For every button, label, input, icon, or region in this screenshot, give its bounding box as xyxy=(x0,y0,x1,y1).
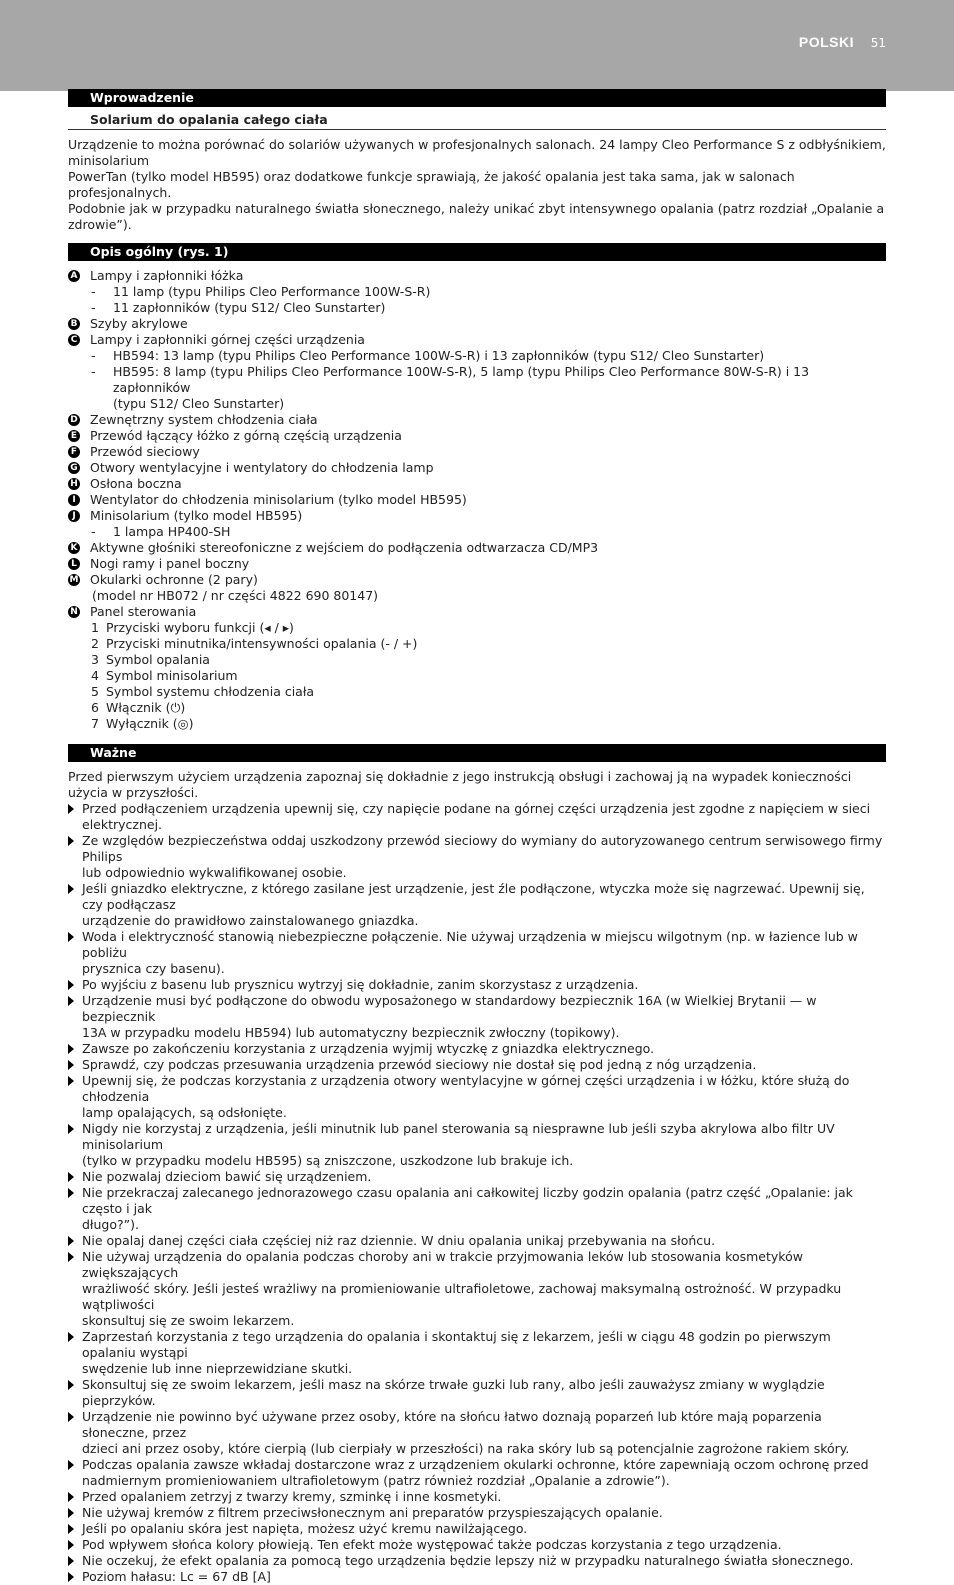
bullet-arrow-icon xyxy=(68,884,74,894)
warning-bullet-line: Przed opalaniem zetrzyj z twarzy kremy, szminkę i inne kosmetyki. xyxy=(82,1489,502,1504)
overview-item-label: Minisolarium (tylko model HB595) xyxy=(90,508,303,523)
letter-marker-icon: K xyxy=(68,542,80,554)
overview-subitem-label: 11 zapłonników (typu S12/ Cleo Sunstarter) xyxy=(113,300,386,315)
bullet-arrow-icon xyxy=(68,1044,74,1054)
warning-bullet-line: Zawsze po zakończeniu korzystania z urządzenia wyjmij wtyczkę z gniazdka elektrycznego. xyxy=(82,1041,655,1056)
control-panel-item-label: Włącznik (⏻) xyxy=(106,700,186,715)
warning-bullet-line: Jeśli gniazdko elektryczne, z którego zasilane jest urządzenie, jest źle podłączone, wtyczka może się nagrzewać. Upewnij się, czy podłączasz xyxy=(82,881,865,912)
control-panel-item xyxy=(68,700,886,716)
warning-bullet xyxy=(68,1073,886,1121)
warning-bullet-line: Podczas opalania zawsze wkładaj dostarczone wraz z urządzeniem okularki ochronne, które zapewniają oczom ochronę przed xyxy=(82,1457,869,1472)
warning-bullet-line: Przed podłączeniem urządzenia upewnij się, czy napięcie podane na górnej części urządzenia jest zgodne z napięciem w sieci elektrycznej. xyxy=(82,801,871,832)
warning-bullet xyxy=(68,1409,886,1457)
overview-item-continuation: (model nr HB072 / nr części 4822 690 80147) xyxy=(92,588,379,603)
letter-marker-icon: D xyxy=(68,414,80,426)
bullet-arrow-icon xyxy=(68,996,74,1006)
warning-bullet xyxy=(68,801,886,833)
bullet-arrow-icon xyxy=(68,1380,74,1390)
warning-bullet xyxy=(68,977,886,993)
overview-subitem xyxy=(68,524,886,540)
letter-marker-icon: G xyxy=(68,462,80,474)
warning-bullet-line: Zaprzestań korzystania z tego urządzenia do opalania i skontaktuj się z lekarzem, jeśli w ciągu 48 godzin po pierwszym opalaniu wystąpi xyxy=(82,1329,831,1360)
bullet-arrow-icon xyxy=(68,1412,74,1422)
bullet-arrow-icon xyxy=(68,1124,74,1134)
warning-bullet xyxy=(68,1569,886,1585)
intro-paragraph xyxy=(68,137,886,233)
warning-bullet-line: Nie używaj urządzenia do opalania podczas choroby ani w trakcie przyjmowania leków lub stosowania kosmetyków zwiększających xyxy=(82,1249,803,1280)
letter-marker-icon: B xyxy=(68,318,80,330)
overview-item-label: Zewnętrzny system chłodzenia ciała xyxy=(90,412,318,427)
overview-item-label: Okularki ochronne (2 pary) xyxy=(90,572,258,587)
letter-marker-icon: N xyxy=(68,606,80,618)
letter-marker-icon: J xyxy=(68,510,80,522)
warning-bullet xyxy=(68,1121,886,1169)
control-panel-item xyxy=(68,652,886,668)
letter-marker-icon: A xyxy=(68,270,80,282)
warning-bullet xyxy=(68,1041,886,1057)
control-panel-item-number: 3 xyxy=(91,652,99,667)
warning-bullet xyxy=(68,1521,886,1537)
bullet-arrow-icon xyxy=(68,1332,74,1342)
control-panel-item-number: 5 xyxy=(91,684,99,699)
control-panel-item-label: Symbol opalania xyxy=(106,652,210,667)
bullet-arrow-icon xyxy=(68,1508,74,1518)
letter-marker-icon: L xyxy=(68,558,80,570)
overview-item xyxy=(68,508,886,524)
control-panel-item xyxy=(68,636,886,652)
overview-subitem-label: 1 lampa HP400-SH xyxy=(113,524,231,539)
important-intro: Przed pierwszym użyciem urządzenia zapoznaj się dokładnie z jego instrukcją obsługi i zachowaj ją na wypadek konieczności użycia w przyszłości. xyxy=(68,769,852,800)
bullet-arrow-icon xyxy=(68,932,74,942)
control-panel-item-number: 4 xyxy=(91,668,99,683)
warning-bullet xyxy=(68,1329,886,1377)
overview-item xyxy=(68,444,886,460)
intro-line: PowerTan (tylko model HB595) oraz dodatkowe funkcje sprawiają, że jakość opalania jest taka sama, jak w salonach profesjonalnych. xyxy=(68,169,795,200)
warning-bullet xyxy=(68,1489,886,1505)
overview-item-label: Osłona boczna xyxy=(90,476,182,491)
warning-bullet-line: Pod wpływem słońca kolory płowieją. Ten efekt może występować także podczas korzystania z tego urządzenia. xyxy=(82,1537,782,1552)
warning-bullet-line: urządzenie do prawidłowo zainstalowanego gniazdka. xyxy=(82,913,419,928)
bullet-arrow-icon xyxy=(68,1252,74,1262)
bullet-arrow-icon xyxy=(68,804,74,814)
warning-bullet xyxy=(68,881,886,929)
warning-bullet xyxy=(68,929,886,977)
overview-item xyxy=(68,492,886,508)
overview-subitem-label: HB595: 8 lamp (typu Philips Cleo Performance 100W-S-R), 5 lamp (typu Philips Cleo Performance 80W-S-R) i 13 zapłonników xyxy=(113,364,810,395)
overview-subitem-continuation: (typu S12/ Cleo Sunstarter) xyxy=(113,396,285,411)
control-panel-item-number: 6 xyxy=(91,700,99,715)
overview-item xyxy=(68,316,886,332)
warning-bullet-line: lub odpowiednio wykwalifikowanej osobie. xyxy=(82,865,347,880)
section-heading-overview: Opis ogólny (rys. 1) xyxy=(68,243,886,261)
warning-bullet-line: Upewnij się, że podczas korzystania z urządzenia otwory wentylacyjne w górnej części urządzenia i w łóżku, które służą do chłodzenia xyxy=(82,1073,850,1104)
overview-item-label: Przewód łączący łóżko z górną częścią urządzenia xyxy=(90,428,402,443)
warning-bullet-line: Nie opalaj danej części ciała częściej niż raz dziennie. W dniu opalania unikaj przebywania na słońcu. xyxy=(82,1233,716,1248)
dash-marker: - xyxy=(91,300,96,315)
overview-item xyxy=(68,428,886,444)
warning-bullet-line: nadmiernym promieniowaniem ultrafioletowym (patrz również rozdział „Opalanie a zdrowie”). xyxy=(82,1473,670,1488)
bullet-arrow-icon xyxy=(68,1556,74,1566)
letter-marker-icon: I xyxy=(68,494,80,506)
control-panel-item-label: Symbol systemu chłodzenia ciała xyxy=(106,684,315,699)
overview-item-label: Lampy i zapłonniki górnej części urządzenia xyxy=(90,332,365,347)
important-list xyxy=(68,801,886,1585)
control-panel-item-label: Przyciski wyboru funkcji (◂ / ▸) xyxy=(106,620,294,635)
control-panel-item xyxy=(68,684,886,700)
overview-list xyxy=(68,268,886,732)
bullet-arrow-icon xyxy=(68,1188,74,1198)
intro-line: Urządzenie to można porównać do solariów używanych w profesjonalnych salonach. 24 lampy Cleo Performance S z odbłyśnikiem, minisolarium xyxy=(68,137,886,168)
letter-marker-icon: H xyxy=(68,478,80,490)
letter-marker-icon: M xyxy=(69,575,79,585)
bullet-arrow-icon xyxy=(68,1540,74,1550)
warning-bullet xyxy=(68,833,886,881)
dash-marker: - xyxy=(91,524,96,539)
warning-bullet-line: Jeśli po opalaniu skóra jest napięta, możesz użyć kremu nawilżającego. xyxy=(82,1521,528,1536)
overview-item xyxy=(68,604,886,620)
warning-bullet xyxy=(68,993,886,1041)
warning-bullet xyxy=(68,1553,886,1569)
overview-item xyxy=(68,556,886,572)
bullet-arrow-icon xyxy=(68,836,74,846)
warning-bullet xyxy=(68,1233,886,1249)
overview-item-label: Lampy i zapłonniki łóżka xyxy=(90,268,244,283)
overview-item xyxy=(68,572,886,588)
warning-bullet-line: (tylko w przypadku modelu HB595) są zniszczone, uszkodzone lub brakuje ich. xyxy=(82,1153,574,1168)
control-panel-item xyxy=(68,668,886,684)
subsection-heading: Solarium do opalania całego ciała xyxy=(68,107,886,130)
overview-item xyxy=(68,476,886,492)
warning-bullet xyxy=(68,1537,886,1553)
overview-subitem xyxy=(68,348,886,364)
dash-marker: - xyxy=(91,364,96,379)
page-number: 51 xyxy=(870,36,886,50)
bullet-arrow-icon xyxy=(68,1076,74,1086)
intro-line: Podobnie jak w przypadku naturalnego światła słonecznego, należy unikać zbyt intensywnego opalania (patrz rozdział „Opalanie a zdrowie”). xyxy=(68,201,885,232)
warning-bullet-line: prysznica czy basenu). xyxy=(82,961,225,976)
control-panel-item-number: 7 xyxy=(91,716,99,731)
control-panel-item-label: Przyciski minutnika/intensywności opalania (- / +) xyxy=(106,636,418,651)
warning-bullet-line: 13A w przypadku modelu HB594) lub automatyczny bezpiecznik zwłoczny (topikowy). xyxy=(82,1025,620,1040)
overview-item-label: Aktywne głośniki stereofoniczne z wejściem do podłączenia odtwarzacza CD/MP3 xyxy=(90,540,599,555)
warning-bullet xyxy=(68,1249,886,1329)
overview-item xyxy=(68,460,886,476)
warning-bullet xyxy=(68,1457,886,1489)
warning-bullet xyxy=(68,1169,886,1185)
warning-bullet xyxy=(68,1057,886,1073)
warning-bullet-line: Nie oczekuj, że efekt opalania za pomocą tego urządzenia będzie lepszy niż w przypadku naturalnego światła słonecznego. xyxy=(82,1553,854,1568)
section-heading-important: Ważne xyxy=(68,744,886,762)
overview-subitem xyxy=(68,284,886,300)
overview-item-label: Wentylator do chłodzenia minisolarium (tylko model HB595) xyxy=(90,492,467,507)
warning-bullet-line: skonsultuj się ze swoim lekarzem. xyxy=(82,1313,295,1328)
warning-bullet-line: Po wyjściu z basenu lub prysznicu wytrzyj się dokładnie, zanim skorzystasz z urządzenia. xyxy=(82,977,639,992)
bullet-arrow-icon xyxy=(68,1524,74,1534)
overview-item xyxy=(68,412,886,428)
overview-subitem-label: HB594: 13 lamp (typu Philips Cleo Performance 100W-S-R) i 13 zapłonników (typu S12/ Cleo Sunstarter) xyxy=(113,348,765,363)
warning-bullet-line: Urządzenie nie powinno być używane przez osoby, które na słońcu łatwo doznają poparzeń lub które mają poparzenia słoneczne, przez xyxy=(82,1409,822,1440)
warning-bullet-line: dzieci ani przez osoby, które cierpią (lub cierpiały w przeszłości) na raka skóry lub są potencjalnie zagrożone rakiem skóry. xyxy=(82,1441,850,1456)
warning-bullet-line: Ze względów bezpieczeństwa oddaj uszkodzony przewód sieciowy do wymiany do autoryzowanego centrum serwisowego firmy Philips xyxy=(82,833,883,864)
warning-bullet-line: Nie używaj kremów z filtrem przeciwsłonecznym ani preparatów przyspieszających opalanie. xyxy=(82,1505,663,1520)
warning-bullet-line: Nie przekraczaj zalecanego jednorazowego czasu opalania ani całkowitej liczby godzin opalania (patrz część „Opalanie: jak często i jak xyxy=(82,1185,853,1216)
letter-marker-icon: C xyxy=(68,334,80,346)
bullet-arrow-icon xyxy=(68,1060,74,1070)
header-bar xyxy=(0,0,954,91)
bullet-arrow-icon xyxy=(68,1460,74,1470)
letter-marker-icon: F xyxy=(68,446,80,458)
document-body xyxy=(68,89,886,1585)
warning-bullet xyxy=(68,1505,886,1521)
warning-bullet xyxy=(68,1377,886,1409)
bullet-arrow-icon xyxy=(68,1172,74,1182)
overview-item-label: Panel sterowania xyxy=(90,604,197,619)
warning-bullet-line: Poziom hałasu: Lc = 67 dB [A] xyxy=(82,1569,271,1584)
warning-bullet-line: Urządzenie musi być podłączone do obwodu wyposażonego w standardowy bezpiecznik 16A (w Wielkiej Brytanii — w bezpiecznik xyxy=(82,993,817,1024)
overview-item xyxy=(68,332,886,348)
overview-subitem xyxy=(68,364,886,396)
bullet-arrow-icon xyxy=(68,1572,74,1582)
bullet-arrow-icon xyxy=(68,1492,74,1502)
control-panel-item xyxy=(68,716,886,732)
warning-bullet-line: Sprawdź, czy podczas przesuwania urządzenia przewód sieciowy nie dostał się pod jedną z nóg urządzenia. xyxy=(82,1057,757,1072)
warning-bullet-line: długo?”). xyxy=(82,1217,139,1232)
bullet-arrow-icon xyxy=(68,1236,74,1246)
bullet-arrow-icon xyxy=(68,980,74,990)
dash-marker: - xyxy=(91,284,96,299)
control-panel-item-number: 1 xyxy=(91,620,99,635)
warning-bullet xyxy=(68,1185,886,1233)
letter-marker-icon: E xyxy=(68,430,80,442)
overview-item-label: Otwory wentylacyjne i wentylatory do chłodzenia lamp xyxy=(90,460,434,475)
overview-item xyxy=(68,268,886,284)
warning-bullet-line: Woda i elektryczność stanowią niebezpieczne połączenie. Nie używaj urządzenia w miejscu wilgotnym (np. w łazience lub w pobliżu xyxy=(82,929,858,960)
warning-bullet-line: lamp opalających, są odsłonięte. xyxy=(82,1105,287,1120)
overview-item-label: Szyby akrylowe xyxy=(90,316,188,331)
control-panel-item xyxy=(68,620,886,636)
dash-marker: - xyxy=(91,348,96,363)
warning-bullet-line: wrażliwość skóry. Jeśli jesteś wrażliwy na promieniowanie ultrafioletowe, zachowaj maksymalną ostrożność. W przypadku wątpliwości xyxy=(82,1281,842,1312)
warning-bullet-line: Skonsultuj się ze swoim lekarzem, jeśli masz na skórze trwałe guzki lub rany, albo jeśli zauważysz zmiany w wyglądzie pieprzyków. xyxy=(82,1377,825,1408)
warning-bullet-line: Nie pozwalaj dzieciom bawić się urządzeniem. xyxy=(82,1169,372,1184)
control-panel-item-label: Symbol minisolarium xyxy=(106,668,238,683)
control-panel-item-number: 2 xyxy=(91,636,99,651)
warning-bullet-line: swędzenie lub inne nieprzewidziane skutki. xyxy=(82,1361,353,1376)
overview-item-label: Nogi ramy i panel boczny xyxy=(90,556,250,571)
control-panel-item-label: Wyłącznik (◎) xyxy=(106,716,194,731)
overview-item-label: Przewód sieciowy xyxy=(90,444,200,459)
overview-item xyxy=(68,540,886,556)
overview-subitem-label: 11 lamp (typu Philips Cleo Performance 100W-S-R) xyxy=(113,284,431,299)
language-label: POLSKI xyxy=(798,34,854,50)
overview-subitem xyxy=(68,300,886,316)
section-heading-intro: Wprowadzenie xyxy=(68,89,886,107)
warning-bullet-line: Nigdy nie korzystaj z urządzenia, jeśli minutnik lub panel sterowania są niesprawne lub jeśli szyba akrylowa albo filtr UV minisolarium xyxy=(82,1121,835,1152)
